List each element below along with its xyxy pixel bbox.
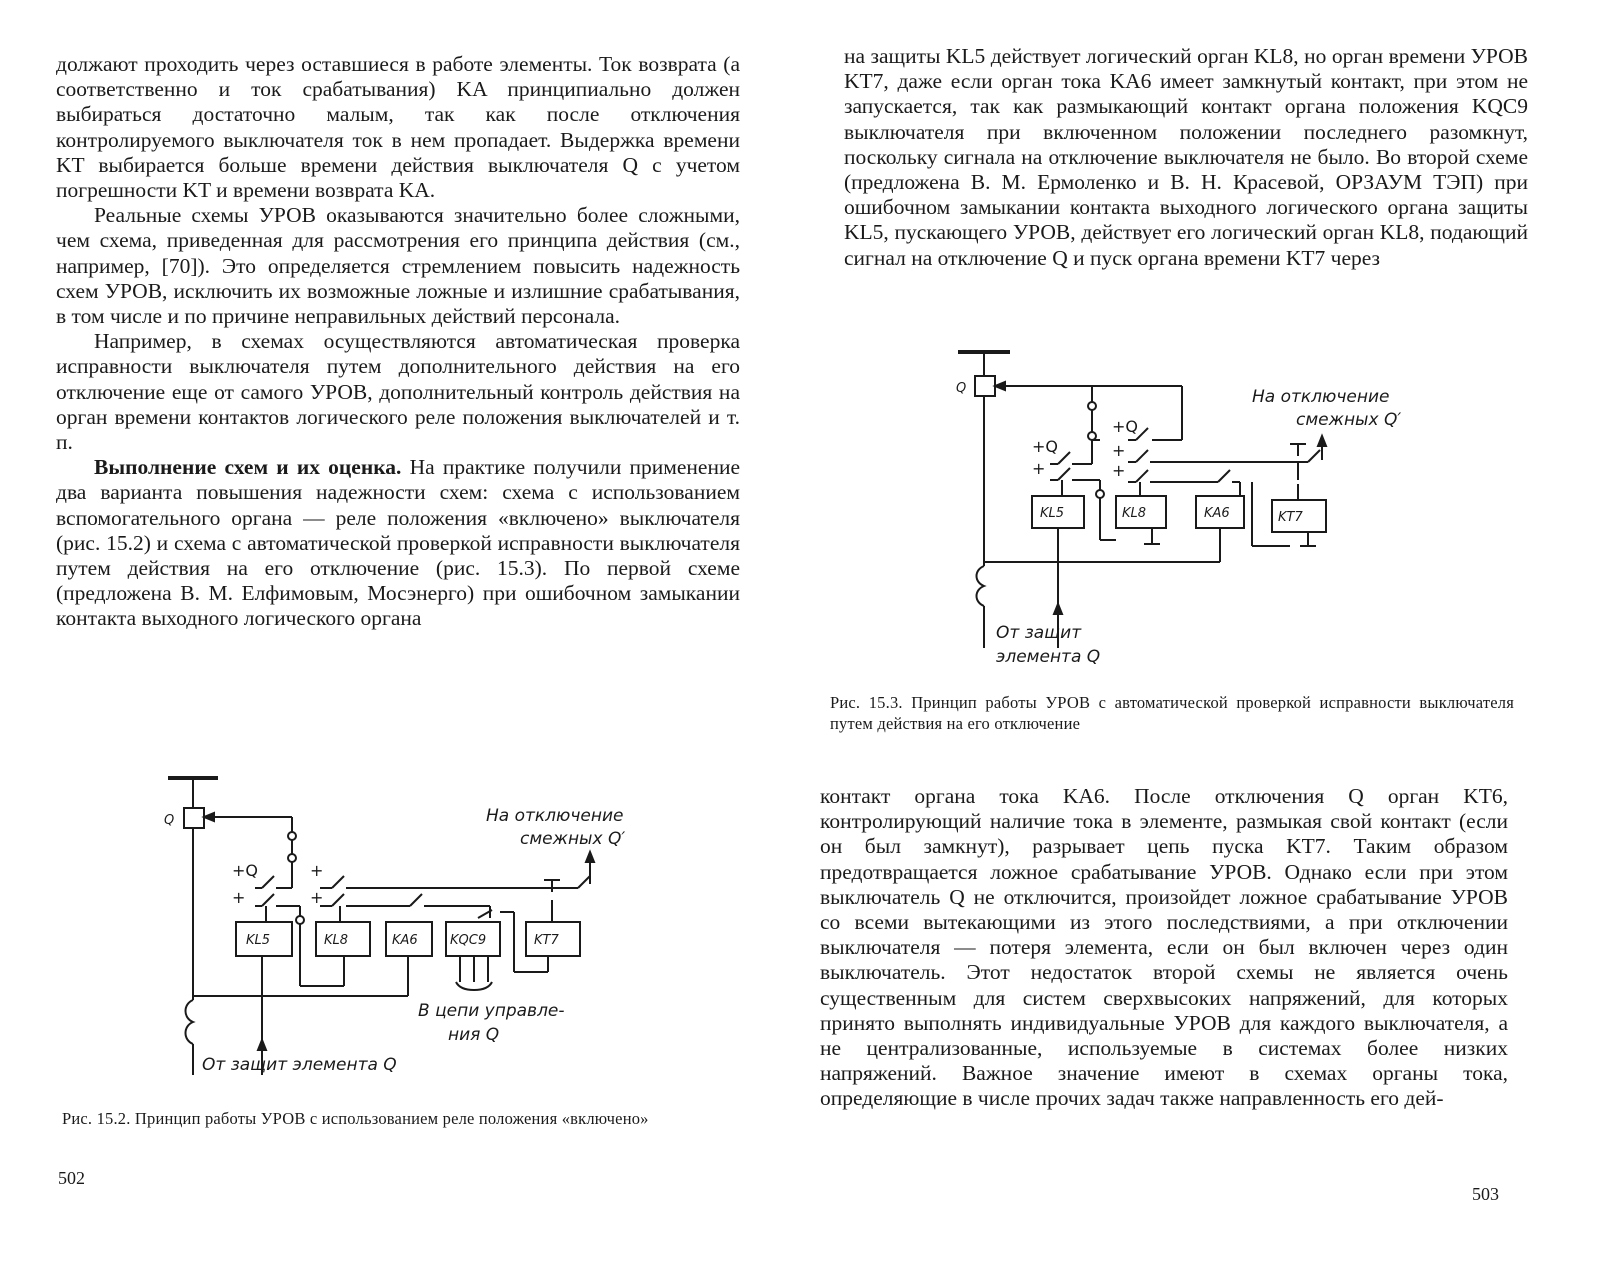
from-protections-annotation: От защит элемента Q	[202, 1055, 397, 1075]
relay-kl5-label: KL5	[1040, 506, 1065, 521]
relay-ka6-label: KA6	[392, 933, 418, 948]
relay-kqc9-label: KQC9	[450, 933, 487, 948]
page-number: 503	[1472, 1184, 1499, 1204]
plus-q-label: +Q	[232, 861, 258, 880]
trip-annotation-line2: смежных Q′	[520, 829, 626, 849]
right-body-text-bottom	[820, 784, 1508, 1112]
control-annotation-line1: В цепи управле-	[418, 1001, 565, 1021]
paragraph-text: На практике получили применение два варианта повышения надежности схем: схема с использованием вспомогательного органа — реле положения «включено» выключателя (рис. 15.2) и схема с автоматической проверкой исправности выключателя путем действия на его отключение (рис. 15.3). По первой схеме (предложена В. М. Елфимовым, Мосэнерго) при ошибочном замыкании контакта выходного логического органа	[56, 455, 741, 631]
left-page	[0, 0, 800, 1266]
right-page	[800, 0, 1601, 1266]
control-annotation-line2: ния Q	[448, 1025, 500, 1045]
plus-label: +	[1112, 441, 1126, 460]
section-heading: Выполнение схем и их оценка.	[94, 455, 402, 480]
breaker-label: Q	[956, 381, 967, 396]
relay-kt7-label: KT7	[534, 933, 559, 948]
plus-q-label: +Q	[1032, 437, 1058, 456]
trip-annotation-line1: На отключение	[1252, 387, 1390, 407]
plus-label: +	[1032, 459, 1046, 478]
relay-kl8-label: KL8	[324, 933, 349, 948]
breaker-label: Q	[164, 813, 175, 828]
figure-15-2-diagram	[0, 0, 800, 1266]
paragraph: контакт органа тока KA6. После отключения Q орган KT6, контролирующий наличие тока в элементе, размыкая свой контакт (если он был замкнут), разрывает цепь пуска KT7. Таким образом предотвращается ложное срабатывание УРОВ. Однако если при этом выключатель Q не отключится, произойдет ложное срабатывание УРОВ со всеми вытекающими из этого последствиями, а при отключении выключателя — потеря элемента, если он был включен через один выключатель. Этот недостаток второй схемы не является очень существенным для систем сверхвысоких напряжений, для которых принято выполнять индивидуальные УРОВ для каждого выключателя, а не централизованные, используемые в системах более низких напряжений. Важное значение имеют в схемах органы тока, определяющие в числе прочих задач также направленность его дей-	[820, 784, 1508, 1111]
trip-annotation-line2: смежных Q′	[1296, 410, 1402, 430]
plus-label: +	[310, 888, 324, 907]
plus-q-label: +Q	[1112, 417, 1138, 436]
paragraph: Реальные схемы УРОВ оказываются значительно более сложными, чем схема, приведенная для рассмотрения его принципа действия (см., например, [70]). Это определяется стремлением повысить надежность схем УРОВ, исключить их возможные ложные и излишние срабатывания, в том числе и по причине неправильных действий персонала.	[56, 203, 740, 329]
figure-15-3-caption: Рис. 15.3. Принцип работы УРОВ с автоматической проверкой исправности выключателя путем действия на его отключение	[830, 693, 1514, 733]
trip-annotation-line1: На отключение	[486, 806, 624, 826]
figure-15-2-caption: Рис. 15.2. Принцип работы УРОВ с использованием реле положения «включено»	[62, 1109, 649, 1128]
from-protections-annotation-line2: элемента Q	[996, 647, 1101, 667]
plus-label: +	[232, 888, 246, 907]
relay-kl5-label: KL5	[246, 933, 271, 948]
paragraph: должают проходить через оставшиеся в работе элементы. Ток возврата (а соответственно и ток срабатывания) KA принципиально должен выбираться достаточно малым, так как после отключения контролируемого выключателя ток в нем пропадает. Выдержка времени KT выбирается больше времени действия выключателя Q с учетом погрешности KT и времени возврата KA.	[56, 52, 740, 203]
paragraph: на защиты KL5 действует логический орган KL8, но орган времени УРОВ KT7, даже если орган тока KA6 имеет замкнутый контакт, при этом не запускается, так как размыкающий контакт органа положения KQC9 выключателя при включенном положении последнего разомкнут, поскольку сигнала на отключение выключателя не было. Во второй схеме (предложена В. М. Ермоленко и В. Н. Красевой, ОРЗАУМ ТЭП) при ошибочном замыкании контакта выходного логического органа защиты KL5, пускающего УРОВ, действует его логический орган KL8, подающий сигнал на отключение Q и пуск органа времени KT7 через	[844, 44, 1528, 270]
relay-kt7-label: KT7	[1278, 510, 1303, 525]
relay-ka6-label: KA6	[1204, 506, 1230, 521]
page-number: 502	[58, 1168, 85, 1188]
plus-label: +	[1112, 461, 1126, 480]
plus-label: +	[310, 861, 324, 880]
paragraph: Например, в схемах осуществляются автоматическая проверка исправности выключателя путем дополнительного действия на его отключение еще от самого УРОВ, дополнительный контроль действия на орган времени контактов логического реле положения выключателей и т. п.	[56, 329, 740, 455]
from-protections-annotation-line1: От защит	[996, 623, 1082, 643]
relay-kl8-label: KL8	[1122, 506, 1147, 521]
